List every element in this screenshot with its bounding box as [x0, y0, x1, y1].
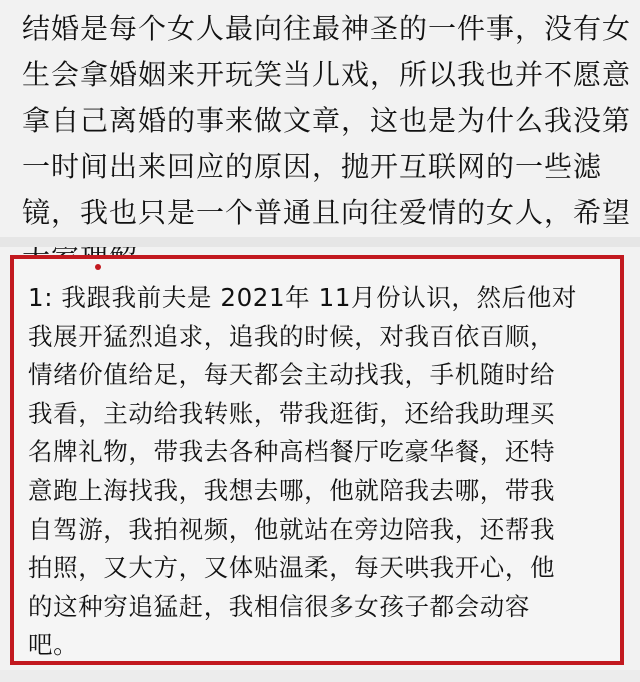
highlight-line: 自驾游，我拍视频，他就站在旁边陪我，还帮我 [28, 514, 556, 544]
highlight-line: 意跑上海找我，我想去哪，他就陪我去哪，带我 [28, 475, 556, 505]
intro-line: 一时间出来回应的原因，抛开互联网的一些滤 [22, 150, 603, 183]
highlight-line: 1: 我跟我前夫是 2021年 11月份认识，然后他对 [28, 283, 577, 312]
highlight-line: 名牌礼物，带我去各种高档餐厅吃豪华餐，还特 [28, 437, 556, 467]
highlight-line: 情绪价值给足，每天都会主动找我，手机随时给 [28, 360, 556, 390]
highlight-line: 我看，主动给我转账，带我逛街，还给我助理买 [28, 398, 556, 428]
highlight-line: 我展开猛烈追求，追我的时候，对我百依百顺， [28, 321, 556, 351]
intro-line: 生会拿婚姻来开玩笑当儿戏，所以我也并不愿意 [22, 58, 632, 91]
highlight-line: 吧。 [28, 630, 79, 660]
highlight-line: 拍照，又大方，又体贴温柔，每天哄我开心，他 [28, 553, 556, 583]
highlight-line: 的这种穷追猛赶，我相信很多女孩子都会动容 [28, 591, 530, 621]
red-marker-dot [95, 264, 101, 270]
bottom-strip [0, 670, 640, 682]
intro-line: 结婚是每个女人最向往最神圣的一件事，没有女 [22, 12, 632, 45]
highlighted-paragraph [28, 279, 613, 665]
intro-line: 拿自己离婚的事来做文章，这也是为什么我没第 [22, 104, 632, 137]
intro-line: 镜，我也只是一个普通且向往爱情的女人，希望 [22, 196, 632, 229]
section-divider [0, 237, 640, 247]
